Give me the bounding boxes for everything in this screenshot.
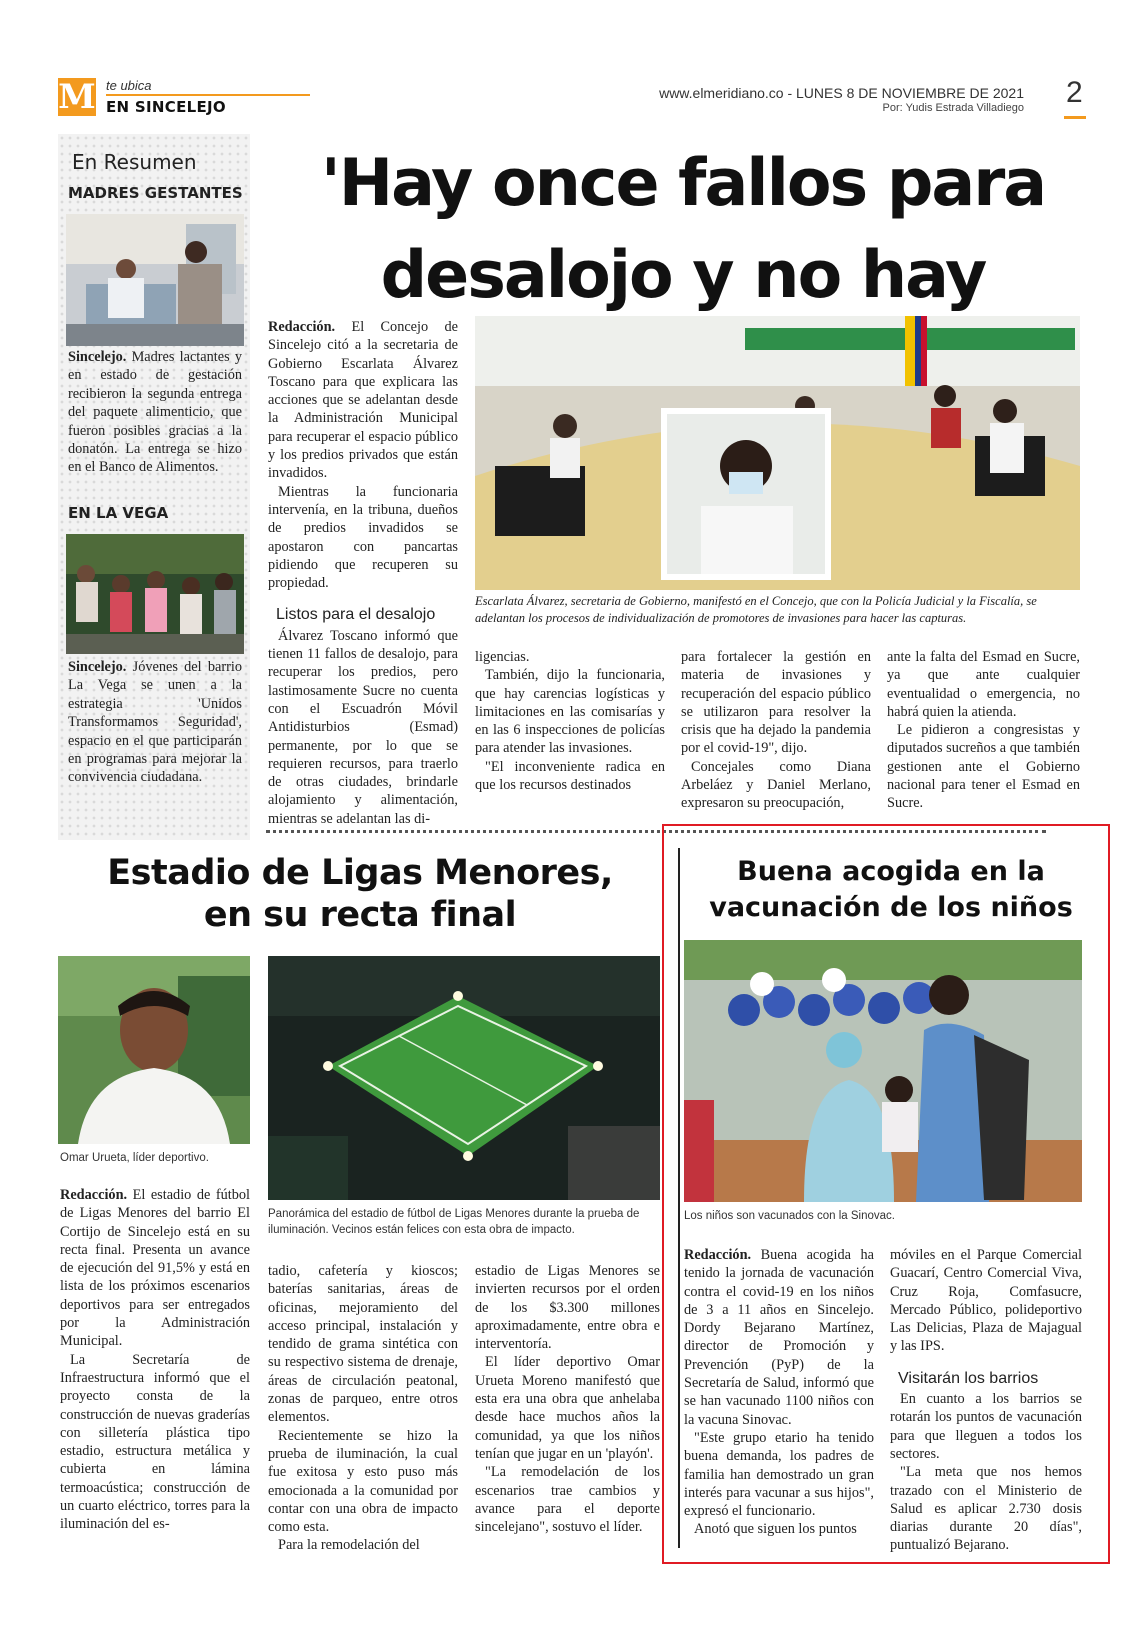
- stadium-headline-line2: en su recta final: [203, 895, 517, 935]
- main-story-col3-p2: Concejales como Diana Arbeláez y Daniel Merlano, expresaron su preocupación,: [681, 758, 871, 812]
- summary-sidebar: [58, 134, 250, 840]
- stadium-story-column-1: [60, 1186, 250, 1534]
- main-story-col2-p1: ligencias.: [475, 649, 530, 665]
- sidebar-heading-madres: MADRES GESTANTES: [68, 184, 243, 202]
- vaccine-story-col2-p2: En cuanto a los barrios se rotarán los puntos de vacunación para que lleguen a todos los sectores.: [890, 1391, 1082, 1462]
- sidebar-heading-la-vega: EN LA VEGA: [68, 504, 169, 522]
- sidebar-item-madres-text: [68, 348, 242, 477]
- site-date-line: www.elmeridiano.co - LUNES 8 DE NOVIEMBRE DE 2021: [659, 85, 1024, 101]
- vaccine-story-p3: Anotó que siguen los puntos: [694, 1521, 857, 1538]
- stadium-headline: [60, 852, 660, 936]
- portrait-caption: Omar Urueta, líder deportivo.: [60, 1152, 209, 1164]
- vaccine-story-column-2: [890, 1246, 1082, 1555]
- sidebar-item-madres-lead: Sincelejo.: [68, 349, 127, 365]
- main-story-column-3: [681, 648, 871, 813]
- stadium-story-lead: Redacción.: [60, 1187, 128, 1203]
- main-headline-line2: desalojo y no hay: [380, 238, 986, 313]
- byline: Por: Yudis Estrada Villadiego: [882, 102, 1024, 114]
- vaccine-story-p1: Buena acogida ha tenido la jornada de vacunación contra el covid-19 en los niños de 3 a 11 años en Sincelejo. Dordy Bejarano Martínez, director de Promoción y Prevención (PyP) de la Secretaría de Salud, informó que se han vacunado 1100 niños con la vacuna Sinovac.: [684, 1247, 874, 1428]
- vaccine-story-paragraph: [684, 1246, 874, 1429]
- section-name: EN SINCELEJO: [106, 98, 226, 116]
- main-story-column-4: [887, 648, 1080, 813]
- sidebar-title: En Resumen: [72, 150, 197, 174]
- stadium-story-col3-p3: "La remodelación de los escenarios trae cambios y avance para el deporte sincelejano", sostuvo el líder.: [475, 1464, 660, 1536]
- main-headline-line1: 'Hay once fallos para: [320, 146, 1046, 221]
- vaccine-story-col2-p3: "La meta que nos hemos trazado con el Ministerio de Salud es aplicar 2.730 dosis diarias durante 20 días", puntualizó Bejarano.: [890, 1464, 1082, 1554]
- stadium-story-column-2: [268, 1262, 458, 1555]
- page-number-underline: [1064, 116, 1086, 119]
- stadium-story-paragraph: [60, 1186, 250, 1351]
- vaccine-headline-line1: Buena acogida en la: [737, 856, 1045, 887]
- vaccination-photo: [684, 940, 1082, 1202]
- stadium-story-p2: La Secretaría de Infraestructura informó que el proyecto consta de la construcción de nuevas graderías con silletería plástica tipo estadio, estructura metálica y cubierta en lámina termoacústica; construcción de un cuarto eléctrico, torres para la iluminación del es-: [60, 1351, 250, 1533]
- main-story-subhead: Listos para el desalojo: [276, 606, 436, 624]
- stadium-story-col2-p3: Para la remodelación del: [278, 1537, 420, 1554]
- omar-urueta-portrait: [58, 956, 250, 1144]
- stadium-aerial-photo: [268, 956, 660, 1200]
- vaccine-story-col2-p1: móviles en el Parque Comercial Guacarí, Centro Comercial Viva, Cruz Roja, Comfasucre, Mercado Público, polideportivo Las Delicias, Plaza de Majagual y las IPS.: [890, 1247, 1082, 1355]
- vaccine-story-column-1: [684, 1246, 874, 1539]
- newspaper-logo: M: [58, 77, 96, 117]
- main-story-column-2: [475, 648, 665, 794]
- main-story-col2-p3: "El inconveniente radica en que los recursos destinados: [475, 758, 665, 794]
- stadium-story-col2-p2: Recientemente se hizo la prueba de iluminación, la cual fue exitosa y esto puso más emocionada a la comunidad por contar con una obra de impacto como esta.: [268, 1427, 458, 1536]
- stadium-story-col2-p1: tadio, cafetería y kioscos; baterías sanitarias, áreas de oficinas, mejoramiento del acceso principal, instalación y tendido de grama sintética con su respectivo sistema de drenaje, áreas de circulación peatonal, zonas de parqueo, entre otros elementos.: [268, 1263, 458, 1426]
- main-story-p2: Mientras la funcionaria intervenía, en la tribuna, dueños de predios invadidos se apostaron con pancartas pidiendo que recuperen su propiedad.: [268, 483, 458, 592]
- la-vega-photo: [66, 534, 244, 654]
- vaccine-headline-line2: vacunación de los niños: [709, 892, 1073, 923]
- stadium-story-column-3: [475, 1262, 660, 1536]
- main-story-paragraph: [268, 318, 458, 483]
- main-story-p3: Álvarez Toscano informó que tienen 11 fallos de desalojo, para recuperar los predios, pero lastimosamente Sucre no cuenta con el Escuadrón Móvil Antidisturbios (Esmad) permanente, por lo que se requieren recursos, para traerlo de otras ciudades, brindarle alojamiento y alimentación, mientras se adelantan las di-: [268, 627, 458, 827]
- main-story-col2-p2: También, dijo la funcionaria, que hay carencias logísticas y limitaciones en las comisarías y en las 6 inspecciones de policías para atender las invasiones.: [475, 667, 665, 757]
- vaccine-headline: [684, 854, 1098, 926]
- vaccine-story-lead: Redacción.: [684, 1247, 752, 1263]
- stadium-photo-caption: Panorámica del estadio de fútbol de Ligas Menores durante la prueba de iluminación. Vecinos están felices con esta obra de impacto.: [268, 1208, 640, 1236]
- main-story-lead: Redacción.: [268, 319, 336, 335]
- stadium-story-p1: El estadio de fútbol de Ligas Menores del barrio El Cortijo de Sincelejo está en su recta final. Presenta un avance de ejecución del 91,5% y está en lista de los próximos escenarios deportivos para ser entregados por la Administración Municipal.: [60, 1187, 250, 1350]
- stadium-story-col3-p2: El líder deportivo Omar Urueta Moreno manifestó que esta era una obra que anhelaba desde hace muchos años la comunidad, ya que los niños tenían que jugar en un 'playón'.: [475, 1354, 660, 1462]
- section-kicker: te ubica: [106, 78, 152, 93]
- vaccine-story-subhead: Visitarán los barrios: [898, 1369, 1039, 1387]
- sidebar-item-madres-body: Madres lactantes y en estado de gestación recibieron la segunda entrega del paquete alimenticio, que fueron posibles gracias a la donatón. La entrega se hizo en el Banco de Alimentos.: [68, 349, 242, 476]
- vaccination-photo-caption: Los niños son vacunados con la Sinovac.: [684, 1210, 895, 1222]
- page-number: 2: [1066, 76, 1083, 109]
- sidebar-item-la-vega-lead: Sincelejo.: [68, 659, 127, 675]
- vaccine-story-p2: "Este grupo etario ha tenido buena demanda, los padres de familia han demostrado un gran interés para vacunar a sus hijos", expresó el funcionario.: [684, 1429, 874, 1520]
- mothers-photo: [66, 214, 244, 346]
- main-story-col3-p1: para fortalecer la gestión en materia de invasiones y recuperación del espacio público se utilizaron para resolver la crisis que ha dejado la pandemia por el covid-19", dijo.: [681, 649, 871, 757]
- sidebar-item-la-vega-text: [68, 658, 242, 787]
- main-story-p1: El Concejo de Sincelejo citó a la secretaria de Gobierno Escarlata Álvarez Toscano para que explicara las acciones que se adelantan desde la Administración Municipal para recuperar el espacio público y los predios privados que están invadidos.: [268, 319, 458, 482]
- council-session-photo: [475, 316, 1080, 590]
- section-rule: [106, 94, 310, 96]
- stadium-headline-line1: Estadio de Ligas Menores,: [107, 853, 613, 893]
- main-story-column-1: [268, 318, 458, 828]
- story-column-rule: [678, 848, 680, 1548]
- main-story-col4-p1: ante la falta del Esmad en Sucre, ya que ante cualquier eventualidad o emergencia, no habrá quien la atienda.: [887, 649, 1080, 720]
- council-photo-caption: Escarlata Álvarez, secretaria de Gobierno, manifestó en el Concejo, que con la Policía Judicial y la Fiscalía, se adelantan los procesos de individualización de promotores de invasiones para hacer las capturas.: [475, 594, 1037, 625]
- main-story-col4-p2: Le pidieron a congresistas y diputados sucreños a que también gestionen ante el Gobierno nacional para tener el Esmad en Sucre.: [887, 722, 1080, 812]
- sidebar-item-la-vega-body: Jóvenes del barrio La Vega se unen a la estrategia 'Unidos Transformamos Seguridad', espacio en el que participarán en programas para mejorar la convivencia ciudadana.: [68, 659, 242, 786]
- stadium-story-col3-p1: estadio de Ligas Menores se invierten recursos por el orden de los $3.300 millones aproximadamente, entre obra e interventoría.: [475, 1263, 660, 1353]
